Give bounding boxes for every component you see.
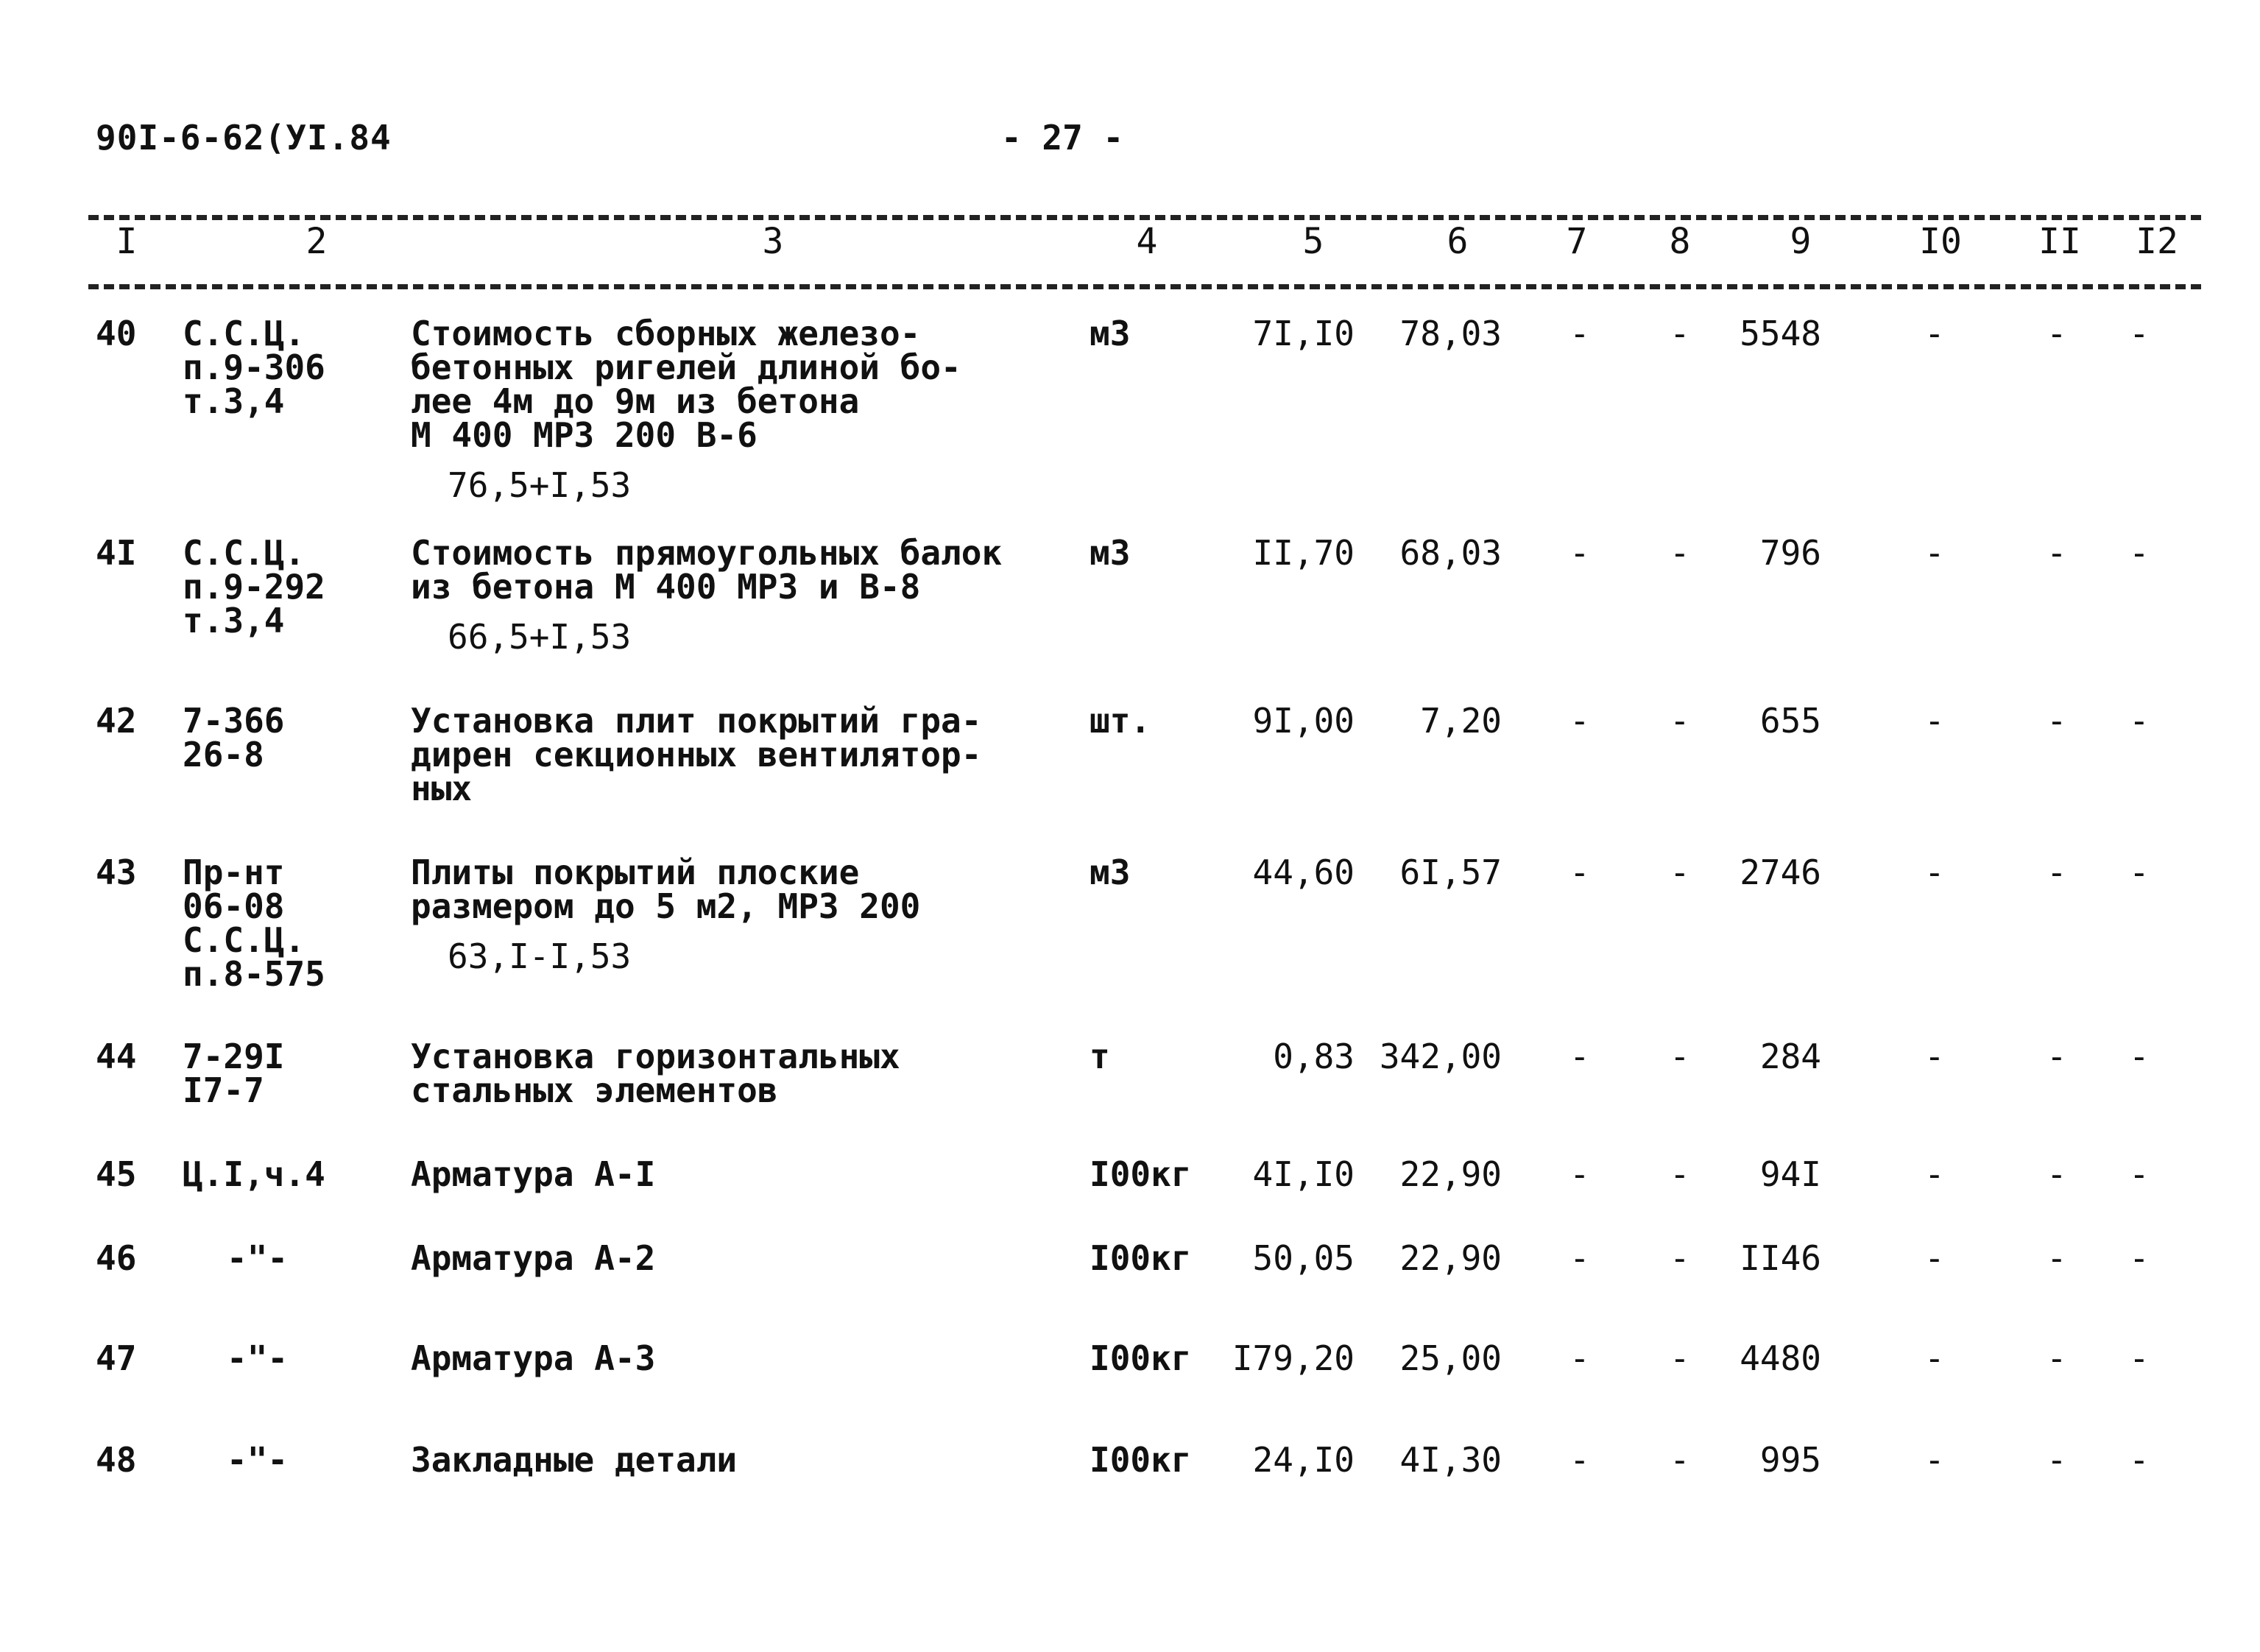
price-reference: Пр-нт 06-08 С.С.Ц. п.8-575 — [183, 853, 325, 994]
unit: м3 — [1090, 314, 1131, 353]
unit-cost: 78,03 — [1399, 314, 1502, 353]
col-12-value: - — [2129, 1238, 2150, 1278]
col-header-12: I2 — [2136, 221, 2178, 262]
price-reference: -"- — [227, 1440, 289, 1480]
calculation-note: 63,I-I,53 — [448, 936, 632, 976]
col-header-2: 2 — [306, 221, 328, 262]
unit-cost: 6I,57 — [1399, 853, 1502, 892]
total-cost: 796 — [1759, 533, 1821, 573]
quantity: II,70 — [1252, 533, 1355, 573]
quantity: 44,60 — [1252, 853, 1355, 892]
col-8-value: - — [1670, 701, 1690, 741]
col-7-value: - — [1569, 1338, 1590, 1378]
col-10-value: - — [1924, 1338, 1945, 1378]
work-description: Закладные детали — [411, 1440, 738, 1480]
header-bottom-rule — [88, 284, 2201, 289]
col-header-7: 7 — [1566, 221, 1588, 262]
col-7-value: - — [1569, 701, 1590, 741]
unit: шт. — [1090, 701, 1151, 741]
unit-cost: 342,00 — [1379, 1037, 1502, 1076]
col-11-value: - — [2047, 1440, 2067, 1480]
item-number: 45 — [96, 1154, 137, 1194]
price-reference: -"- — [227, 1338, 289, 1378]
item-number: 40 — [96, 314, 137, 353]
price-reference: -"- — [227, 1238, 289, 1278]
col-12-value: - — [2129, 701, 2150, 741]
work-description: Арматура А-3 — [411, 1338, 656, 1378]
unit-cost: 22,90 — [1399, 1238, 1502, 1278]
unit: I00кг — [1090, 1238, 1192, 1278]
col-header-1: I — [116, 221, 138, 262]
col-11-value: - — [2047, 1154, 2067, 1194]
col-7-value: - — [1569, 533, 1590, 573]
price-reference: С.С.Ц. п.9-292 т.3,4 — [183, 533, 325, 640]
col-11-value: - — [2047, 1338, 2067, 1378]
col-10-value: - — [1924, 314, 1945, 353]
work-description: Арматура А-2 — [411, 1238, 656, 1278]
price-reference: 7-29I I7-7 — [183, 1037, 285, 1110]
col-12-value: - — [2129, 1154, 2150, 1194]
document-code: 90I-6-62(УI.84 — [96, 118, 392, 158]
col-10-value: - — [1924, 853, 1945, 892]
col-10-value: - — [1924, 1238, 1945, 1278]
col-header-3: 3 — [762, 221, 784, 262]
col-11-value: - — [2047, 853, 2067, 892]
unit-cost: 7,20 — [1420, 701, 1502, 741]
work-description: Плиты покрытий плоские размером до 5 м2, МРЗ 200 63,I-I,53 — [411, 853, 921, 976]
col-8-value: - — [1670, 1338, 1690, 1378]
item-number: 44 — [96, 1037, 137, 1076]
work-description: Установка горизонтальных стальных элементов — [411, 1037, 900, 1110]
col-8-value: - — [1670, 1037, 1690, 1076]
col-8-value: - — [1670, 314, 1690, 353]
col-header-9: 9 — [1790, 221, 1812, 262]
col-header-5: 5 — [1302, 221, 1324, 262]
quantity: 24,I0 — [1252, 1440, 1355, 1480]
col-7-value: - — [1569, 853, 1590, 892]
col-7-value: - — [1569, 1154, 1590, 1194]
col-header-4: 4 — [1136, 221, 1158, 262]
col-11-value: - — [2047, 701, 2067, 741]
col-10-value: - — [1924, 1037, 1945, 1076]
work-description: Стоимость прямоугольных балок из бетона М 400 МРЗ и В-8 66,5+I,53 — [411, 533, 1003, 657]
item-number: 4I — [96, 533, 137, 573]
price-reference: 7-366 26-8 — [183, 701, 285, 774]
total-cost: 5548 — [1740, 314, 1821, 353]
col-10-value: - — [1924, 1154, 1945, 1194]
col-header-6: 6 — [1447, 221, 1469, 262]
col-8-value: - — [1670, 1154, 1690, 1194]
col-11-value: - — [2047, 1238, 2067, 1278]
unit: I00кг — [1090, 1154, 1192, 1194]
quantity: 9I,00 — [1252, 701, 1355, 741]
col-8-value: - — [1670, 1440, 1690, 1480]
total-cost: 4480 — [1740, 1338, 1821, 1378]
col-10-value: - — [1924, 1440, 1945, 1480]
quantity: 0,83 — [1273, 1037, 1355, 1076]
total-cost: 655 — [1759, 701, 1821, 741]
col-11-value: - — [2047, 1037, 2067, 1076]
col-12-value: - — [2129, 533, 2150, 573]
col-header-10: I0 — [1919, 221, 1962, 262]
unit-cost: 4I,30 — [1399, 1440, 1502, 1480]
unit: м3 — [1090, 533, 1131, 573]
page-number: - 27 - — [1001, 118, 1124, 158]
item-number: 42 — [96, 701, 137, 741]
quantity: I79,20 — [1232, 1338, 1355, 1378]
price-reference: Ц.I,ч.4 — [183, 1154, 325, 1194]
col-7-value: - — [1569, 1440, 1590, 1480]
unit: I00кг — [1090, 1338, 1192, 1378]
col-header-11: II — [2038, 221, 2081, 262]
work-description: Арматура А-I — [411, 1154, 656, 1194]
col-11-value: - — [2047, 533, 2067, 573]
col-7-value: - — [1569, 1238, 1590, 1278]
calculation-note: 66,5+I,53 — [448, 617, 632, 657]
col-12-value: - — [2129, 314, 2150, 353]
col-10-value: - — [1924, 533, 1945, 573]
total-cost: II46 — [1740, 1238, 1821, 1278]
unit: I00кг — [1090, 1440, 1192, 1480]
item-number: 47 — [96, 1338, 137, 1378]
total-cost: 2746 — [1740, 853, 1821, 892]
header-top-rule — [88, 215, 2201, 220]
col-12-value: - — [2129, 853, 2150, 892]
col-8-value: - — [1670, 1238, 1690, 1278]
work-description: Стоимость сборных железо- бетонных ригелей длиной бо- лее 4м до 9м из бетона М 400 МРЗ 200 В-6 76,5+I,53 — [411, 314, 961, 505]
col-7-value: - — [1569, 314, 1590, 353]
col-8-value: - — [1670, 533, 1690, 573]
item-number: 48 — [96, 1440, 137, 1480]
quantity: 7I,I0 — [1252, 314, 1355, 353]
unit-cost: 25,00 — [1399, 1338, 1502, 1378]
col-12-value: - — [2129, 1037, 2150, 1076]
price-reference: С.С.Ц. п.9-306 т.3,4 — [183, 314, 325, 421]
col-header-8: 8 — [1669, 221, 1691, 262]
quantity: 4I,I0 — [1252, 1154, 1355, 1194]
col-11-value: - — [2047, 314, 2067, 353]
total-cost: 284 — [1759, 1037, 1821, 1076]
col-7-value: - — [1569, 1037, 1590, 1076]
unit-cost: 22,90 — [1399, 1154, 1502, 1194]
work-description: Установка плит покрытий гра- дирен секционных вентилятор- ных — [411, 701, 982, 808]
unit: т — [1090, 1037, 1110, 1076]
unit: м3 — [1090, 853, 1131, 892]
col-12-value: - — [2129, 1338, 2150, 1378]
col-10-value: - — [1924, 701, 1945, 741]
unit-cost: 68,03 — [1399, 533, 1502, 573]
col-12-value: - — [2129, 1440, 2150, 1480]
quantity: 50,05 — [1252, 1238, 1355, 1278]
total-cost: 94I — [1759, 1154, 1821, 1194]
item-number: 43 — [96, 853, 137, 892]
item-number: 46 — [96, 1238, 137, 1278]
col-8-value: - — [1670, 853, 1690, 892]
total-cost: 995 — [1759, 1440, 1821, 1480]
calculation-note: 76,5+I,53 — [448, 465, 632, 505]
